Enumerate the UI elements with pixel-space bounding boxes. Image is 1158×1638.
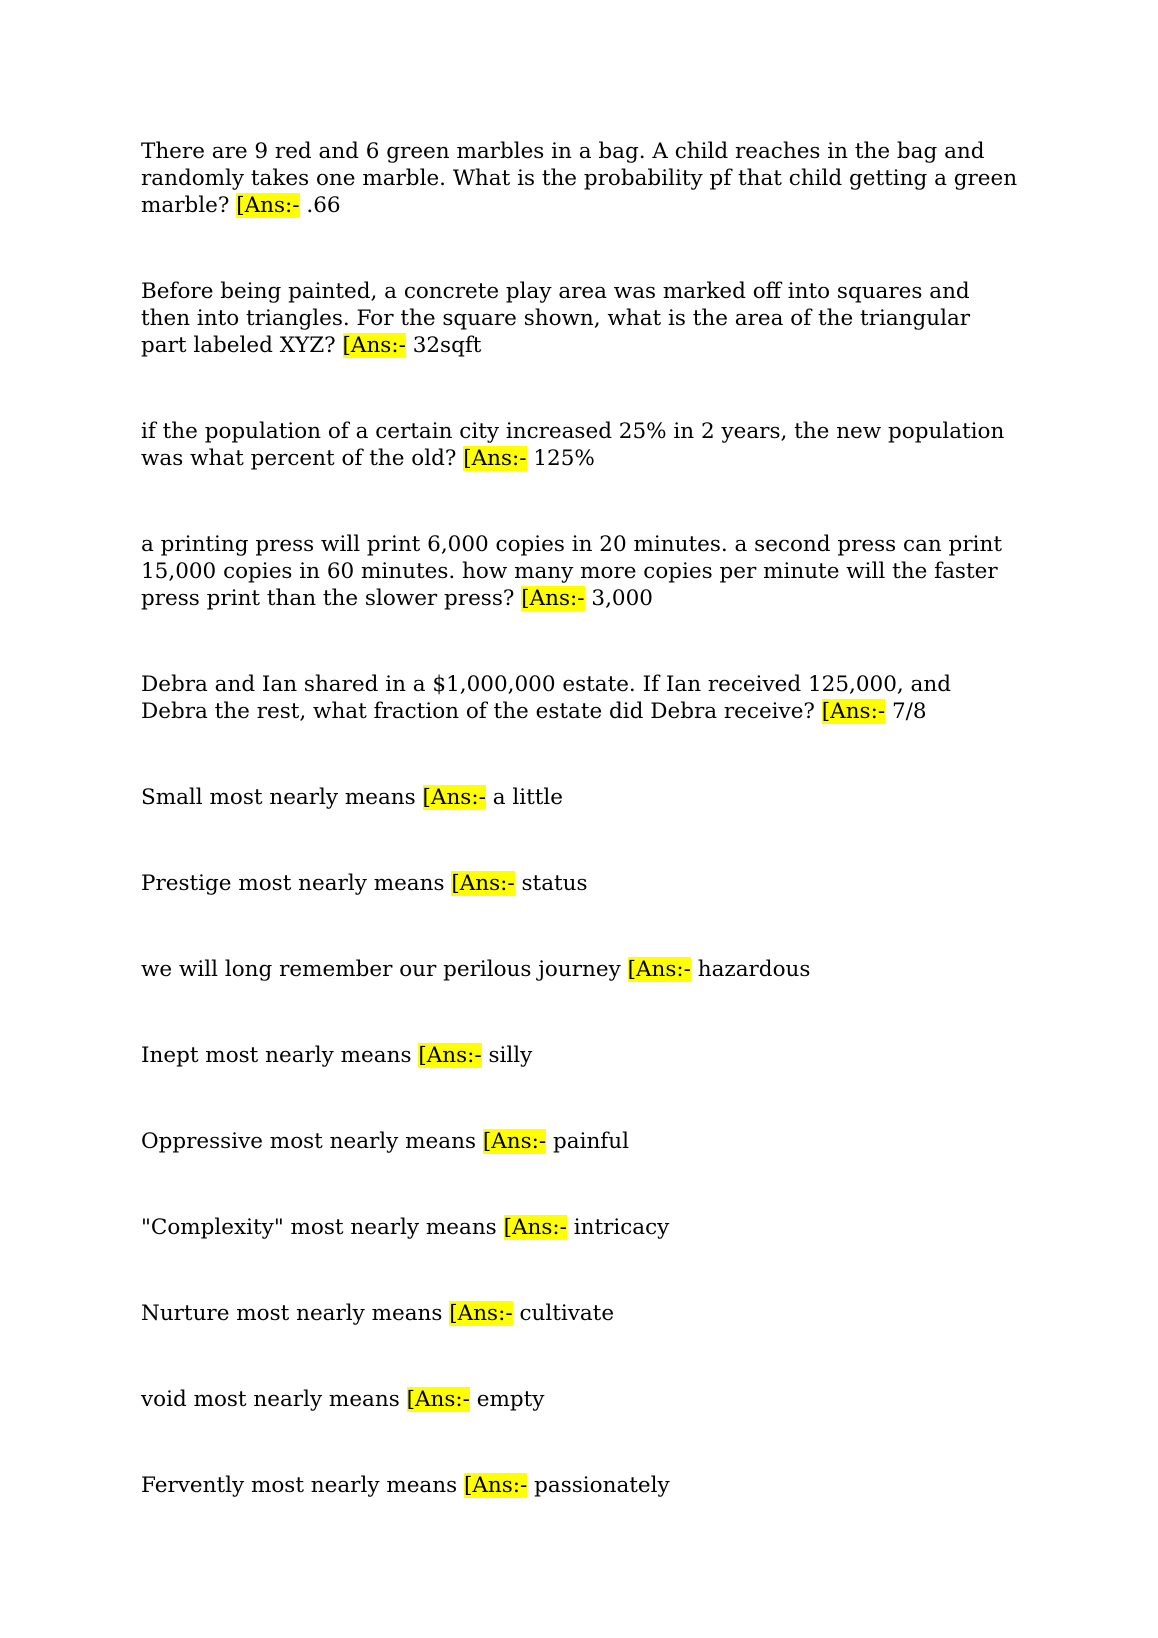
qa-item — [141, 956, 1021, 983]
answer-text: a little — [492, 785, 563, 810]
answer-text: silly — [488, 1043, 533, 1068]
qa-item — [141, 1300, 1021, 1327]
question-text: Debra and Ian shared in a $1,000,000 estate. If Ian received 125,000, and Debra the rest, what fraction of the estate did Debra receive? — [141, 672, 951, 724]
question-text: "Complexity" most nearly means — [141, 1215, 497, 1240]
answer-marker: [Ans:- — [422, 785, 486, 810]
answer-marker: [Ans:- — [463, 1473, 528, 1498]
answer-text: 3,000 — [591, 586, 653, 611]
qa-item — [141, 1128, 1021, 1155]
answer-marker: [Ans:- — [521, 586, 585, 611]
question-text: void most nearly means — [141, 1387, 400, 1412]
qa-item — [141, 278, 1021, 359]
question-text: Oppressive most nearly means — [141, 1129, 476, 1154]
qa-item — [141, 1472, 1021, 1499]
answer-text: intricacy — [573, 1215, 670, 1240]
question-text: Nurture most nearly means — [141, 1301, 443, 1326]
qa-item — [141, 870, 1021, 897]
answer-text: 125% — [533, 446, 595, 471]
answer-text: passionately — [534, 1473, 670, 1498]
answer-marker: [Ans:- — [482, 1129, 547, 1154]
answer-text: hazardous — [697, 957, 811, 982]
answer-text: empty — [476, 1387, 545, 1412]
answer-text: status — [521, 871, 588, 896]
answer-marker: [Ans:- — [236, 193, 300, 218]
qa-item — [141, 1214, 1021, 1241]
answer-marker: [Ans:- — [342, 333, 406, 358]
answer-marker: [Ans:- — [406, 1387, 470, 1412]
question-text: Prestige most nearly means — [141, 871, 445, 896]
answer-marker: [Ans:- — [627, 957, 691, 982]
answer-text: .66 — [306, 193, 341, 218]
question-text: a printing press will print 6,000 copies in 20 minutes. a second press can print 15,000 copies in 60 minutes. how many more copies per minute will the faster press print than the slower press? — [141, 532, 1002, 611]
document-body — [141, 138, 1021, 1499]
answer-marker: [Ans:- — [821, 699, 886, 724]
question-text: Before being painted, a concrete play area was marked off into squares and then into triangles. For the square shown, what is the area of the triangular part labeled XYZ? — [141, 279, 971, 358]
answer-marker: [Ans:- — [451, 871, 515, 896]
answer-marker: [Ans:- — [449, 1301, 513, 1326]
question-text: Small most nearly means — [141, 785, 416, 810]
question-text: Fervently most nearly means — [141, 1473, 458, 1498]
qa-item — [141, 1386, 1021, 1413]
answer-marker: [Ans:- — [418, 1043, 482, 1068]
answer-text: cultivate — [519, 1301, 615, 1326]
qa-item — [141, 1042, 1021, 1069]
question-text: if the population of a certain city increased 25% in 2 years, the new population was what percent of the old? — [141, 419, 1005, 471]
question-text: Inept most nearly means — [141, 1043, 412, 1068]
question-text: we will long remember our perilous journey — [141, 957, 621, 982]
answer-text: 32sqft — [412, 333, 482, 358]
qa-item — [141, 784, 1021, 811]
answer-marker: [Ans:- — [463, 446, 527, 471]
qa-item — [141, 531, 1021, 612]
qa-item — [141, 671, 1021, 725]
answer-marker: [Ans:- — [503, 1215, 567, 1240]
qa-item — [141, 418, 1021, 472]
qa-item — [141, 138, 1021, 219]
answer-text: painful — [552, 1129, 629, 1154]
answer-text: 7/8 — [891, 699, 927, 724]
question-text: There are 9 red and 6 green marbles in a bag. A child reaches in the bag and randomly takes one marble. What is the probability pf that child getting a green marble? — [141, 139, 1018, 218]
